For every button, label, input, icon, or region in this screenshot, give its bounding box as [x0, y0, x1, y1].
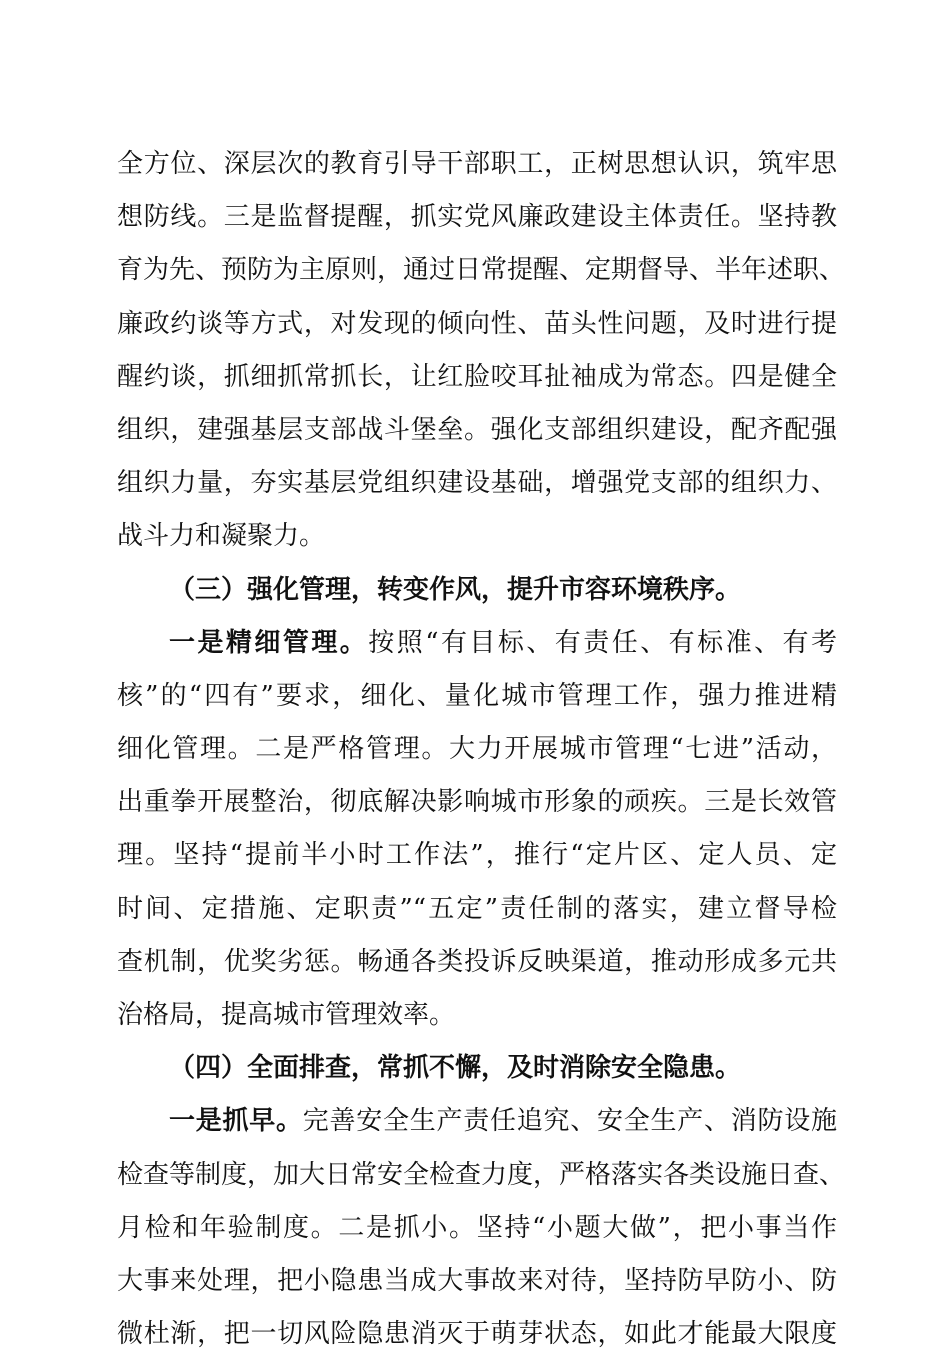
paragraph-line: 理。坚持“提前半小时工作法”，推行“定片区、定人员、定: [117, 840, 837, 871]
line-rest: 完善安全生产责任追究、安全生产、消防设施: [302, 1106, 837, 1137]
body-text: [117, 138, 846, 1361]
paragraph-line: 大事来处理，把小隐患当成大事故来对待，坚持防早防小、防: [117, 1265, 837, 1296]
paragraph-line: 出重拳开展整治，彻底解决影响城市形象的顽疾。三是长效管: [117, 787, 837, 818]
paragraph-line: 检查等制度，加大日常安全检查力度，严格落实各类设施日查、: [117, 1159, 846, 1190]
paragraph-line: 组织力量，夯实基层党组织建设基础，增强党支部的组织力、: [117, 468, 837, 499]
lead-phrase: 一是抓早。: [169, 1106, 303, 1137]
paragraph-line: 细化管理。二是严格管理。大力开展城市管理“七进”活动，: [117, 734, 837, 765]
paragraph-line: 月检和年验制度。二是抓小。坚持“小题大做”，把小事当作: [117, 1212, 837, 1243]
paragraph-line: 全方位、深层次的教育引导干部职工，正树思想认识，筑牢思: [117, 149, 837, 179]
paragraph-line: 醒约谈，抓细抓常抓长，让红脸咬耳扯袖成为常态。四是健全: [117, 361, 837, 392]
paragraph-line: 微杜渐，把一切风险隐患消灭于萌芽状态，如此才能最大限度: [117, 1319, 837, 1350]
lead-phrase: 一是精细管理。: [169, 627, 369, 658]
paragraph-line: 育为先、预防为主原则，通过日常提醒、定期督导、半年述职、: [117, 255, 846, 286]
paragraph-line: 战斗力和凝聚力。: [117, 521, 326, 552]
paragraph-first-line: [117, 617, 837, 670]
paragraph-line: 组织，建强基层支部战斗堡垒。强化支部组织建设，配齐配强: [117, 414, 837, 445]
paragraph-line: 核”的“四有”要求，细化、量化城市管理工作，强力推进精: [117, 680, 837, 711]
paragraph-line: 想防线。三是监督提醒，抓实党风廉政建设主体责任。坚持教: [117, 202, 837, 233]
paragraph-line: 查机制，优奖劣惩。畅通各类投诉反映渠道，推动形成多元共: [117, 946, 837, 977]
section-heading-3: （三）强化管理，转变作风，提升市容环境秩序。: [169, 574, 742, 605]
paragraph-first-line: [117, 1095, 837, 1148]
paragraph-line: 廉政约谈等方式，对发现的倾向性、苗头性问题，及时进行提: [117, 308, 837, 339]
paragraph-line: 治格局，提高城市管理效率。: [117, 1000, 456, 1030]
line-rest: 按照“有目标、有责任、有标准、有考: [368, 627, 837, 658]
section-heading-4: （四）全面排查，常抓不懈，及时消除安全隐患。: [169, 1053, 742, 1084]
paragraph-line: 时间、定措施、定职责”“五定”责任制的落实，建立督导检: [117, 893, 837, 924]
